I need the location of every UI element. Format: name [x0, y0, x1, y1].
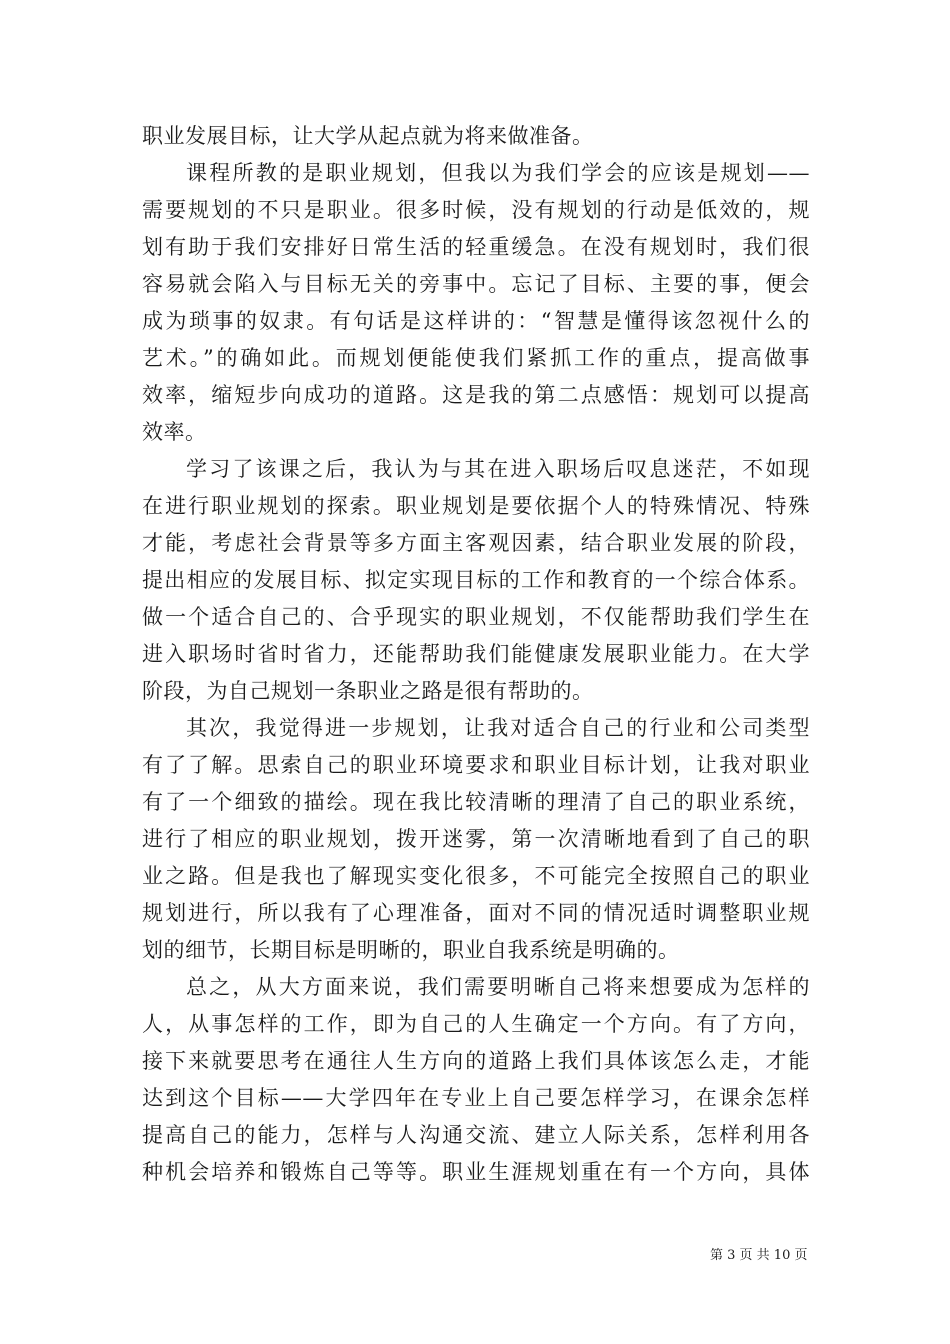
- document-body: [142, 118, 810, 1191]
- text-line: 做一个适合自己的、合乎现实的职业规划，不仅能帮助我们学生在: [142, 605, 810, 629]
- text-line: 提出相应的发展目标、拟定实现目标的工作和教育的一个综合体系。: [142, 568, 810, 592]
- text-line: 容易就会陷入与目标无关的旁事中。忘记了目标、主要的事，便会: [142, 272, 810, 296]
- text-line: 需要规划的不只是职业。很多时候，没有规划的行动是低效的，规: [142, 198, 810, 222]
- text-line: 课程所教的是职业规划，但我以为我们学会的应该是规划——: [186, 161, 810, 185]
- text-line: 职业发展目标，让大学从起点就为将来做准备。: [142, 124, 594, 148]
- text-line: 接下来就要思考在通往人生方向的道路上我们具体该怎么走，才能: [142, 1049, 810, 1073]
- text-line: 进行了相应的职业规划，拨开迷雾，第一次清晰地看到了自己的职: [142, 827, 810, 851]
- text-line: 划的细节，长期目标是明晰的，职业自我系统是明确的。: [142, 938, 680, 962]
- text-line: 效率，缩短步向成功的道路。这是我的第二点感悟：规划可以提高: [142, 383, 810, 407]
- text-line: 总之，从大方面来说，我们需要明晰自己将来想要成为怎样的: [186, 975, 810, 999]
- text-line: 种机会培养和锻炼自己等等。职业生涯规划重在有一个方向，具体: [142, 1160, 810, 1184]
- text-line: 有了一个细致的描绘。现在我比较清晰的理清了自己的职业系统，: [142, 790, 810, 814]
- page-number: 第 3 页 共 10 页: [710, 1248, 808, 1263]
- text-line: 业之路。但是我也了解现实变化很多，不可能完全按照自己的职业: [142, 864, 810, 888]
- text-line: 达到这个目标——大学四年在专业上自己要怎样学习，在课余怎样: [142, 1086, 810, 1110]
- text-line: 规划进行，所以我有了心理准备，面对不同的情况适时调整职业规: [142, 901, 810, 925]
- text-line: 划有助于我们安排好日常生活的轻重缓急。在没有规划时，我们很: [142, 235, 810, 259]
- text-line: 进入职场时省时省力，还能帮助我们能健康发展职业能力。在大学: [142, 642, 810, 666]
- text-line: 阶段，为自己规划一条职业之路是很有帮助的。: [142, 679, 594, 703]
- text-line: 提高自己的能力，怎样与人沟通交流、建立人际关系，怎样利用各: [142, 1123, 810, 1147]
- text-line: 艺术。”的确如此。而规划便能使我们紧抓工作的重点，提高做事: [142, 346, 810, 370]
- text-line: 成为琐事的奴隶。有句话是这样讲的：“智慧是懂得该忽视什么的: [142, 309, 810, 333]
- text-line: 在进行职业规划的探索。职业规划是要依据个人的特殊情况、特殊: [142, 494, 810, 518]
- text-line: 学习了该课之后，我认为与其在进入职场后叹息迷茫，不如现: [186, 457, 810, 481]
- text-line: 人，从事怎样的工作，即为自己的人生确定一个方向。有了方向，: [142, 1012, 810, 1036]
- text-line: 才能，考虑社会背景等多方面主客观因素，结合职业发展的阶段，: [142, 531, 810, 555]
- text-line: 有了了解。思索自己的职业环境要求和职业目标计划，让我对职业: [142, 753, 810, 777]
- text-line: 效率。: [142, 420, 207, 444]
- text-line: 其次，我觉得进一步规划，让我对适合自己的行业和公司类型: [186, 716, 810, 740]
